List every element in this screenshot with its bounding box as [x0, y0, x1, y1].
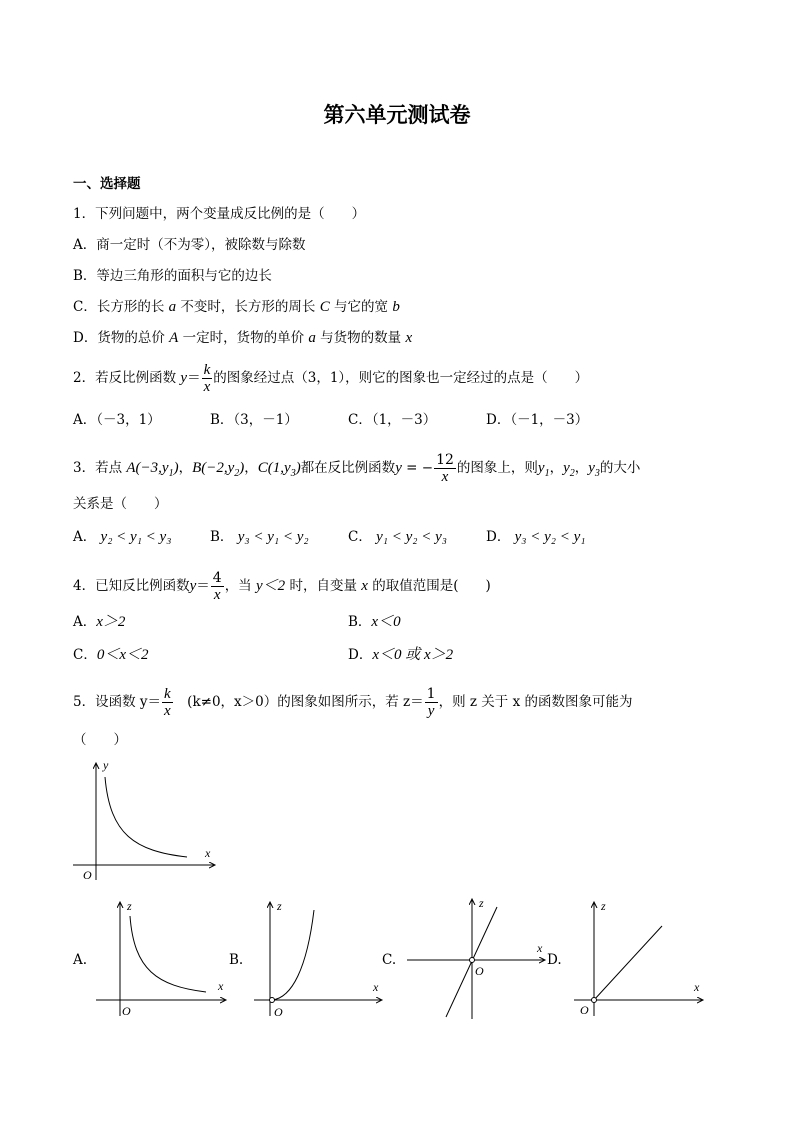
q2-option-a: A．（－3，1）	[73, 412, 161, 428]
q3-option-c: C． y₁ < y₂ < y₃	[348, 529, 448, 545]
x-axis-label: x	[537, 941, 543, 955]
q5-main-graph	[65, 755, 225, 885]
z-axis-label: z	[479, 896, 484, 910]
q3-option-a: A． y₂ < y₁ < y₃	[73, 529, 172, 545]
origin-label: O	[83, 868, 92, 882]
y-axis-label: y	[103, 758, 109, 772]
q5-line2: （ ）	[73, 732, 127, 748]
q5-option-d-label: D.	[547, 952, 562, 968]
line	[594, 926, 662, 1000]
q1-option-b: B．等边三角形的面积与它的边长	[73, 268, 272, 284]
q5-stem: 5．设函数 y＝ $\frac{k}{x}$ (k≠0，x＞0）的图象如图所示，若 z＝ $\frac{1}{y}$ ，则 z 关于 x 的函数图象可能为	[73, 686, 633, 719]
origin-label: O	[122, 1004, 131, 1018]
q2-fraction: $\frac{k}{x}$	[203, 362, 211, 395]
q3-fraction: $\frac{12}{x}$	[436, 452, 454, 485]
q4-stem: 4．已知反比例函数y＝ $\frac{4}{x}$ ，当 y＜2 时，自变量 x 的取值范围是( )	[73, 570, 491, 603]
origin-label: O	[580, 1003, 589, 1017]
q1-option-c: C．长方形的长 a 不变时，长方形的周长 C 与它的宽 b	[73, 299, 400, 315]
q5-option-a-label: A.	[73, 952, 88, 968]
q3-stem: 3．若点 $A(-3,y_1)$，$B(-2,y_2)$，$C(1,y_3)$都在反比例函数y = − $\frac{12}{x}$ 的图象上，则$y_1$，$y_2$，$y_3$的大小	[73, 452, 641, 485]
x-axis-label: x	[205, 846, 211, 860]
open-point	[592, 998, 597, 1003]
q5-fraction-z: $\frac{1}{y}$	[426, 686, 436, 719]
q2-option-d: D．（－1，－3）	[486, 412, 589, 428]
x-axis-label: x	[373, 980, 379, 994]
q4-option-a: A．x＞2	[73, 614, 126, 630]
q4-option-b: B．x＜0	[348, 614, 401, 630]
open-point	[470, 958, 475, 963]
q5-option-c-label: C.	[382, 952, 397, 968]
q1-option-d: D．货物的总价 A 一定时，货物的单价 a 与货物的数量 x	[73, 330, 413, 346]
q3-line2: 关系是（ ）	[73, 496, 168, 512]
section-heading: 一、选择题	[73, 176, 141, 192]
q1-option-a: A．商一定时（不为零），被除数与除数	[73, 237, 306, 253]
x-axis-label: x	[694, 980, 700, 994]
z-axis-label: z	[601, 899, 606, 913]
q5-option-b-label: B.	[229, 952, 244, 968]
curve	[130, 916, 206, 992]
q4-option-c: C．0＜x＜2	[73, 647, 149, 663]
q4-option-d: D．x＜0 或 x＞2	[348, 647, 454, 663]
z-axis-label: z	[127, 899, 132, 913]
q1-stem: 1．下列问题中，两个变量成反比例的是（ ）	[73, 206, 366, 222]
curve	[272, 910, 314, 1000]
z-axis-label: z	[277, 899, 282, 913]
q2-stem: 2．若反比例函数 y＝ $\frac{k}{x}$ 的图象经过点（3，1），则它的图象也一定经过的点是（ ）	[73, 362, 589, 395]
q5-graph-a	[92, 898, 232, 1023]
q2-option-b: B．（3，－1）	[210, 412, 298, 428]
q3-option-d: D． y₃ < y₂ < y₁	[486, 529, 586, 545]
q5-graph-b	[252, 898, 387, 1023]
page-title: 第六单元测试卷	[323, 103, 471, 127]
origin-label: O	[475, 964, 484, 978]
origin-label: O	[274, 1005, 283, 1019]
q2-option-c: C．（1，－3）	[348, 412, 437, 428]
hyperbola-curve	[105, 777, 187, 857]
q5-fraction-k: $\frac{k}{x}$	[164, 686, 171, 719]
open-point	[270, 998, 275, 1003]
q5-graph-c	[403, 895, 548, 1023]
q5-graph-d	[572, 898, 707, 1023]
q4-fraction: $\frac{4}{x}$	[212, 570, 222, 603]
x-axis-label: x	[218, 979, 224, 993]
q3-option-b: B． y₃ < y₁ < y₂	[210, 529, 309, 545]
